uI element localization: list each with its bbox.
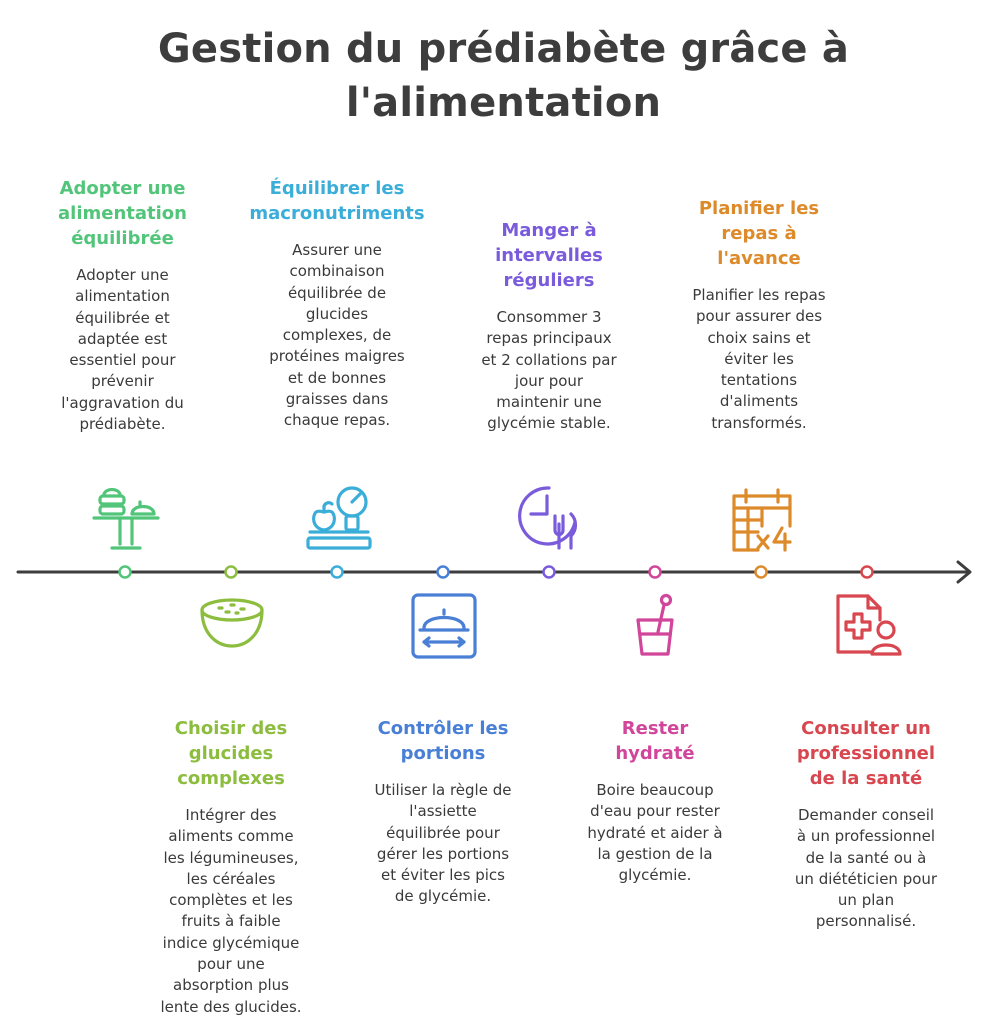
timeline-node-4 bbox=[438, 567, 449, 578]
step-heading: Adopter une alimentation équilibrée bbox=[58, 178, 187, 249]
step-heading: Manger à intervalles réguliers bbox=[495, 220, 603, 291]
meal-calendar-icon bbox=[728, 486, 798, 554]
step-consulter-professionnel bbox=[766, 716, 966, 933]
timeline-node-1 bbox=[120, 567, 131, 578]
grain-bowl-icon bbox=[197, 596, 267, 652]
meal-clock-icon bbox=[515, 484, 579, 552]
step-heading: Consulter un professionnel de la santé bbox=[796, 718, 936, 789]
step-description: Boire beaucoup d'eau pour rester hydraté et aider à la gestion de la glycémie. bbox=[587, 781, 723, 885]
step-macronutriments bbox=[232, 176, 442, 432]
medical-professional-icon bbox=[834, 592, 902, 658]
step-heading: Choisir des glucides complexes bbox=[174, 718, 288, 789]
step-description: Assurer une combinaison équilibrée de glucides complexes, de protéines maigres et de bonnes graisses dans chaque repas. bbox=[269, 241, 405, 430]
step-heading: Contrôler les portions bbox=[377, 718, 509, 764]
step-description: Intégrer des aliments comme les légumineuses, les céréales complètes et les fruits à faible indice glycémique pour une absorption plus lente des glucides. bbox=[160, 806, 302, 1016]
timeline-node-3 bbox=[332, 567, 343, 578]
step-adopter-alimentation bbox=[35, 176, 210, 435]
step-description: Adopter une alimentation équilibrée et adaptée est essentiel pour prévenir l'aggravation du prédiabète. bbox=[61, 266, 184, 434]
step-intervalles-reguliers bbox=[454, 218, 644, 435]
food-scale-icon bbox=[302, 482, 374, 554]
step-description: Utiliser la règle de l'assiette équilibrée pour gérer les portions et éviter les pics de glycémie. bbox=[374, 781, 512, 906]
timeline-node-8 bbox=[862, 567, 873, 578]
timeline-node-2 bbox=[226, 567, 237, 578]
step-controler-portions bbox=[346, 716, 540, 908]
step-heading: Équilibrer les macronutriments bbox=[249, 178, 425, 224]
step-planifier-repas bbox=[664, 196, 854, 434]
title-line-1: Gestion du prédiabète grâce à bbox=[157, 26, 850, 72]
title-line-2: l'alimentation bbox=[345, 80, 662, 126]
step-glucides-complexes bbox=[136, 716, 326, 1018]
step-description: Demander conseil à un professionnel de la santé ou à un diététicien pour un plan personnalisé. bbox=[794, 806, 938, 931]
timeline-node-7 bbox=[756, 567, 767, 578]
timeline-node-6 bbox=[650, 567, 661, 578]
step-description: Planifier les repas pour assurer des choix sains et éviter les tentations d'aliments transformés. bbox=[692, 286, 826, 432]
portion-cloche-icon bbox=[410, 592, 478, 660]
step-description: Consommer 3 repas principaux et 2 collations par jour pour maintenir une glycémie stable. bbox=[481, 308, 617, 433]
step-rester-hydrate bbox=[560, 716, 750, 886]
step-heading: Rester hydraté bbox=[615, 718, 695, 764]
drink-glass-icon bbox=[632, 592, 678, 658]
timeline-node-5 bbox=[544, 567, 555, 578]
step-heading: Planifier les repas à l'avance bbox=[698, 198, 820, 269]
cake-stand-icon bbox=[90, 484, 162, 554]
